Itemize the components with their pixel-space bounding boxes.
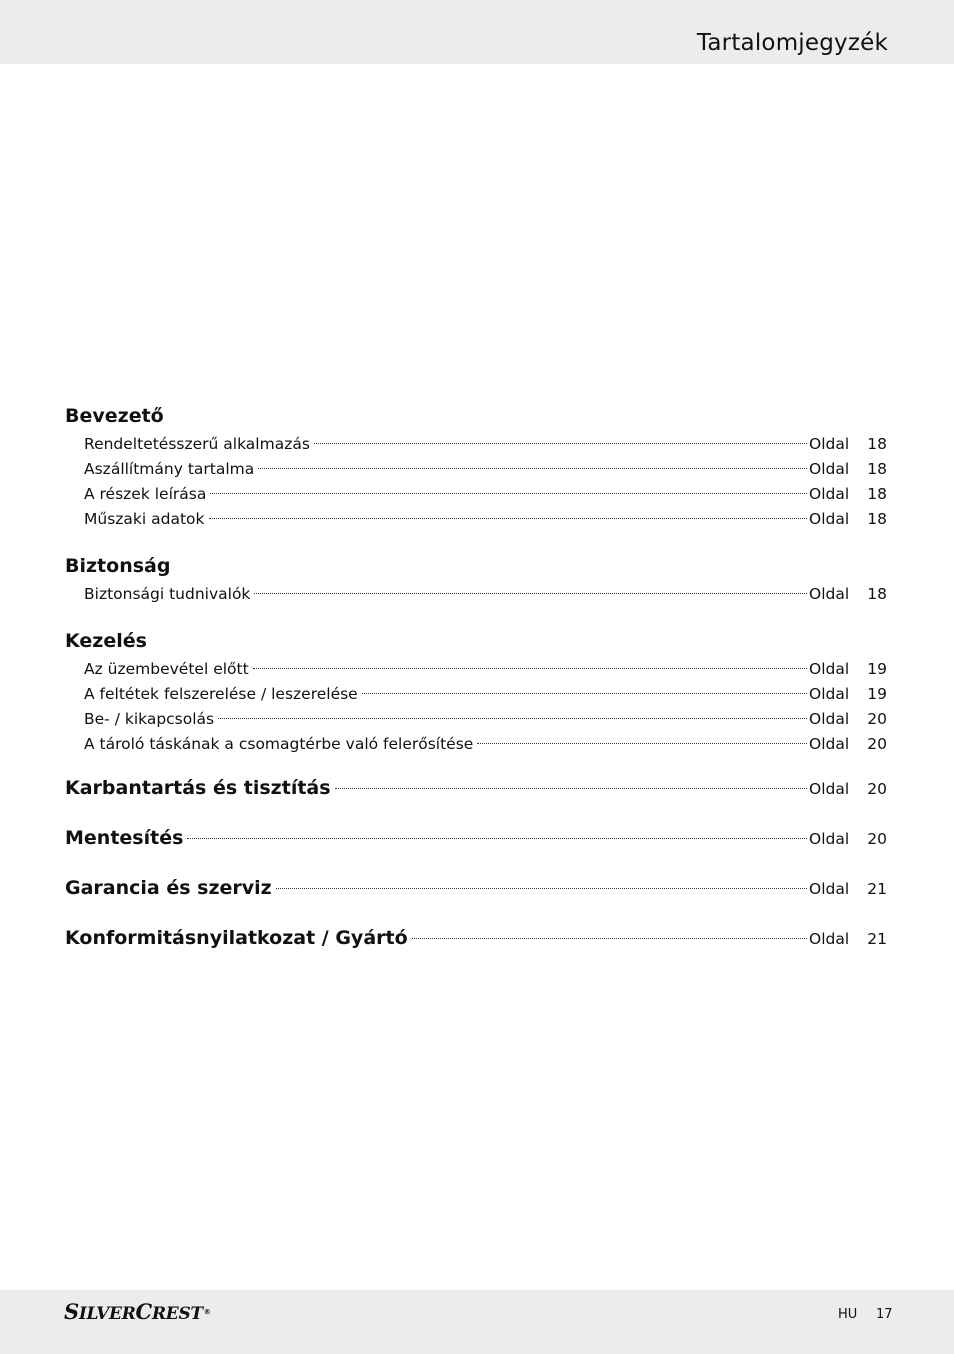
dot-leader <box>187 838 807 839</box>
toc-top-entry[interactable] <box>65 913 887 963</box>
dot-leader <box>335 788 807 789</box>
spacer <box>65 532 887 550</box>
entry-label: Garancia és szerviz <box>65 877 272 899</box>
entry-label: Be- / kikapcsolás <box>84 710 215 728</box>
toc-entry[interactable] <box>84 432 887 457</box>
toc-section-kezeles <box>65 625 887 757</box>
language-code: HU <box>838 1307 858 1322</box>
page-number-footer: 17 <box>876 1307 893 1322</box>
page-word: Oldal <box>809 510 850 528</box>
page-number: 20 <box>867 830 887 848</box>
page-number: 20 <box>867 780 887 798</box>
toc-entry[interactable] <box>84 582 887 607</box>
dot-leader <box>218 718 807 719</box>
dot-leader <box>412 938 807 939</box>
dot-leader <box>477 743 807 744</box>
page-word: Oldal <box>809 460 850 478</box>
entry-label: A tároló táskának a csomagtérbe való felerősítése <box>84 735 474 753</box>
toc-entry[interactable] <box>84 682 887 707</box>
page-number: 19 <box>867 685 887 703</box>
toc-entry[interactable] <box>84 482 887 507</box>
page-number: 18 <box>867 460 887 478</box>
toc-entry[interactable] <box>84 507 887 532</box>
toc-top-entry[interactable] <box>65 863 887 913</box>
entry-label: Konformitásnyilatkozat / Gyártó <box>65 927 408 949</box>
dot-leader <box>210 493 807 494</box>
toc-entry[interactable] <box>84 657 887 682</box>
page-word: Oldal <box>809 435 850 453</box>
page-word: Oldal <box>809 830 850 848</box>
entry-label: Rendeltetésszerű alkalmazás <box>84 435 310 453</box>
toc-entry[interactable] <box>84 707 887 732</box>
toc-entry[interactable] <box>84 457 887 482</box>
brand-initial-c: C <box>135 1299 152 1324</box>
dot-leader <box>209 518 808 519</box>
page-number: 18 <box>867 435 887 453</box>
dot-leader <box>253 668 807 669</box>
page-word: Oldal <box>809 685 850 703</box>
page-word: Oldal <box>809 930 850 948</box>
page-word: Oldal <box>809 735 850 753</box>
page-number: 18 <box>867 485 887 503</box>
toc-entry[interactable] <box>84 732 887 757</box>
brand-word-ilver: ILVER <box>78 1304 136 1324</box>
dot-leader <box>254 593 807 594</box>
dot-leader <box>276 888 807 889</box>
dot-leader <box>258 468 807 469</box>
page-number: 20 <box>867 735 887 753</box>
entry-label: Mentesítés <box>65 827 184 849</box>
table-of-contents <box>65 400 887 963</box>
page-word: Oldal <box>809 585 850 603</box>
page-number: 21 <box>867 930 887 948</box>
entry-label: Biztonsági tudnivalók <box>84 585 251 603</box>
brand-initial-s: S <box>64 1299 79 1324</box>
page-title: Tartalomjegyzék <box>696 30 888 56</box>
entry-label: A feltétek felszerelése / leszerelése <box>84 685 358 703</box>
page-number: 19 <box>867 660 887 678</box>
page-word: Oldal <box>809 485 850 503</box>
page-word: Oldal <box>809 880 850 898</box>
registered-mark: ® <box>203 1308 211 1316</box>
page-number: 18 <box>867 510 887 528</box>
toc-section-bevezeto <box>65 400 887 532</box>
entry-label: Az üzembevétel előtt <box>84 660 249 678</box>
dot-leader <box>362 693 807 694</box>
page-word: Oldal <box>809 710 850 728</box>
brand-word-rest: REST <box>151 1304 203 1324</box>
entry-label: Műszaki adatok <box>84 510 205 528</box>
entry-label: A részek leírása <box>84 485 207 503</box>
dot-leader <box>314 443 807 444</box>
section-title: Kezelés <box>65 630 147 652</box>
entry-label: Karbantartás és tisztítás <box>65 777 331 799</box>
section-title: Biztonság <box>65 555 171 577</box>
page-number: 21 <box>867 880 887 898</box>
page-number: 20 <box>867 710 887 728</box>
page-word: Oldal <box>809 780 850 798</box>
toc-section-biztonsag <box>65 550 887 607</box>
page-number: 18 <box>867 585 887 603</box>
toc-top-entry[interactable] <box>65 813 887 863</box>
spacer <box>65 607 887 625</box>
page-word: Oldal <box>809 660 850 678</box>
toc-top-entry[interactable] <box>65 763 887 813</box>
section-title: Bevezető <box>65 405 164 427</box>
brand-logo <box>64 1299 211 1327</box>
entry-label: Aszállítmány tartalma <box>84 460 255 478</box>
